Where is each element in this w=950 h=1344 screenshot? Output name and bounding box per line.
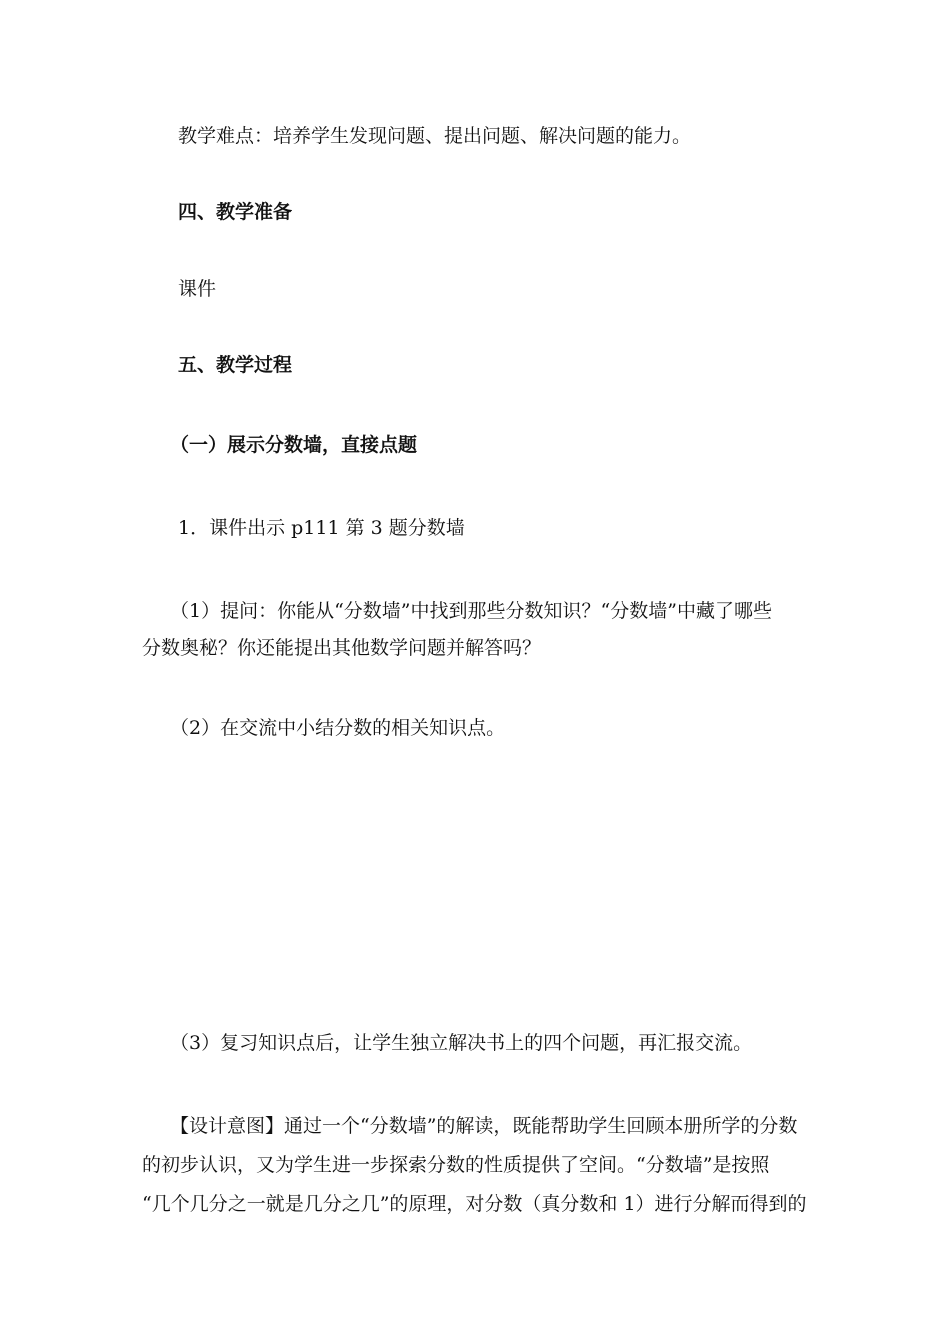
design-intent-line-2: 的初步认识，又为学生进一步探索分数的性质提供了空间。“分数墙”是按照 — [142, 1154, 770, 1176]
list-item-courseware: 1．课件出示 p111 第 3 题分数墙 — [178, 517, 465, 539]
design-intent-line-1: 【设计意图】通过一个“分数墙”的解读，既能帮助学生回顾本册所学的分数 — [170, 1115, 798, 1137]
section-heading-process: 五、教学过程 — [178, 354, 293, 376]
teaching-difficulty: 教学难点：培养学生发现问题、提出问题、解决问题的能力。 — [178, 125, 692, 147]
question-1-line-2: 分数奥秘？你还能提出其他数学问题并解答吗？ — [142, 637, 542, 659]
question-1-line-1: （1）提问：你能从“分数墙”中找到那些分数知识？“分数墙”中藏了哪些 — [170, 600, 772, 622]
design-intent-line-3: “几个几分之一就是几分之几”的原理，对分数（真分数和 1）进行分解而得到的 — [142, 1193, 807, 1215]
section-heading-preparation: 四、教学准备 — [178, 201, 293, 223]
preparation-body: 课件 — [178, 278, 217, 300]
question-2: （2）在交流中小结分数的相关知识点。 — [170, 717, 506, 739]
subsection-heading-fraction-wall: （一）展示分数墙，直接点题 — [170, 434, 418, 456]
question-3: （3）复习知识点后，让学生独立解决书上的四个问题，再汇报交流。 — [170, 1032, 753, 1054]
